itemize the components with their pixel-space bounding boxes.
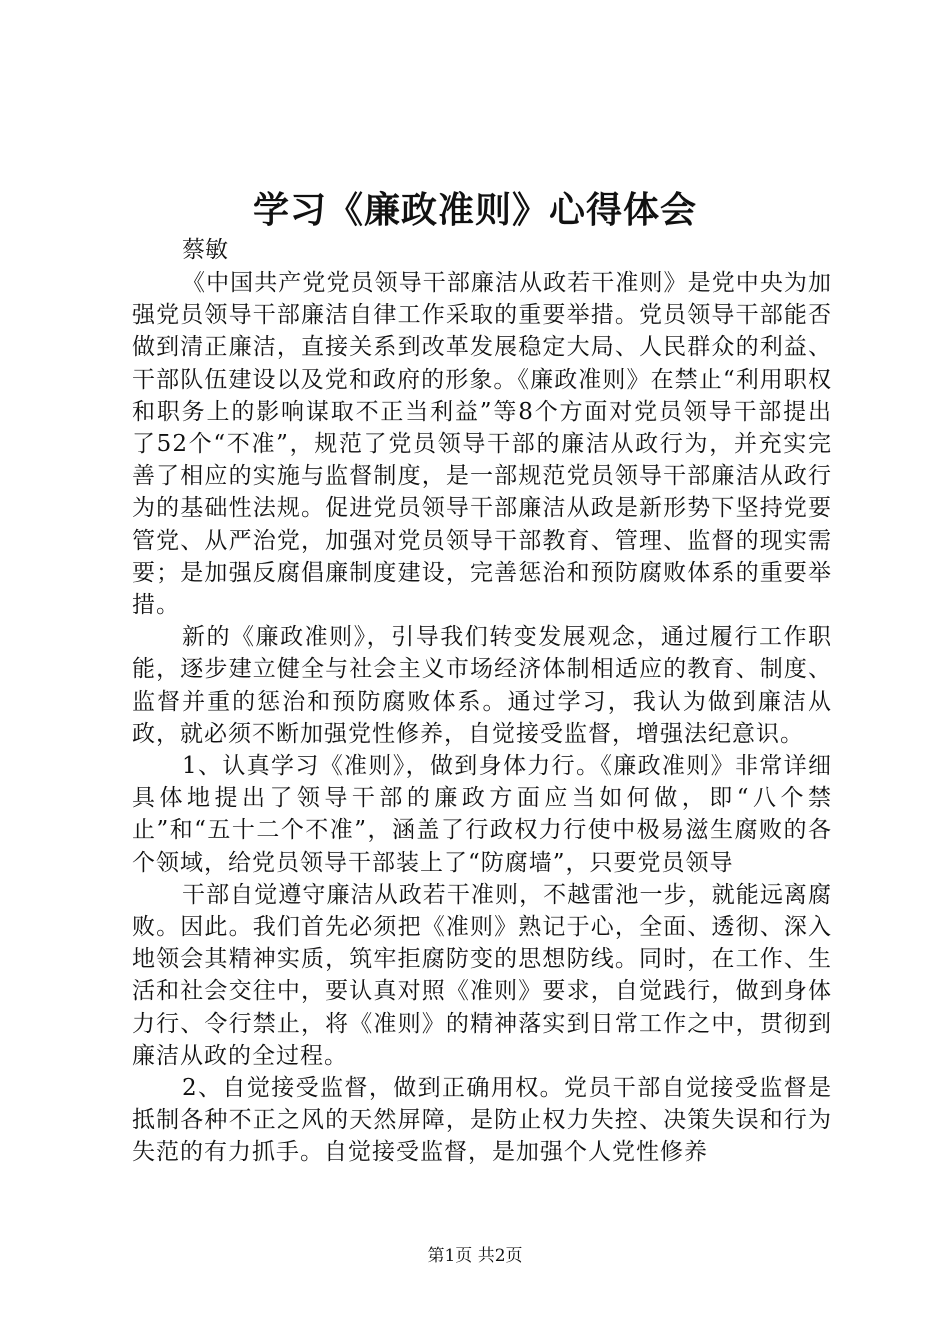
paragraph: 干部自觉遵守廉洁从政若干准则，不越雷池一步，就能远离腐败。因此。我们首先必须把《准则》熟记于心，全面、透彻、深入地领会其精神实质，筑牢拒腐防变的思想防线。同时，在工作、生活和社会交往中，要认真对照《准则》要求，自觉践行，做到身体力行、令行禁止，将《准则》的精神落实到日常工作之中，贯彻到廉洁从政的全过程。 [132,881,832,1069]
paragraph: 2、自觉接受监督，做到正确用权。党员干部自觉接受监督是抵制各种不正之风的天然屏障，是防止权力失控、决策失误和行为失范的有力抓手。自觉接受监督，是加强个人党性修养 [132,1075,832,1166]
paragraph: 《中国共产党党员领导干部廉洁从政若干准则》是党中央为加强党员领导干部廉洁自律工作采取的重要举措。党员领导干部能否做到清正廉洁，直接关系到改革发展稳定大局、人民群众的利益、干部队伍建设以及党和政府的形象。《廉政准则》在禁止“利用职权和职务上的影响谋取不正当利益”等8个方面对党员领导干部提出了52个“不准”，规范了党员领导干部的廉洁从政行为，并充实完善了相应的实施与监督制度，是一部规范党员领导干部廉洁从政行为的基础性法规。促进党员领导干部廉洁从政是新形势下坚持党要管党、从严治党，加强对党员领导干部教育、管理、监督的现实需要；是加强反腐倡廉制度建设，完善惩治和预防腐败体系的重要举措。 [132,270,832,619]
page-number-footer: 第1页 共2页 [427,1246,523,1266]
paragraph: 新的《廉政准则》，引导我们转变发展观念，通过履行工作职能，逐步建立健全与社会主义市场经济体制相适应的教育、制度、监督并重的惩治和预防腐败体系。通过学习，我认为做到廉洁从政，就必须不断加强党性修养，自觉接受监督，增强法纪意识。 [132,624,832,747]
paragraph: 1、认真学习《准则》，做到身体力行。《廉政准则》非常详细具体地提出了领导干部的廉政方面应当如何做，即“八个禁止”和“五十二个不准”，涵盖了行政权力行使中极易滋生腐败的各个领域，给党员领导干部装上了“防腐墙”，只要党员领导 [132,753,832,876]
document-body [132,267,832,1169]
document-title: 学习《廉政准则》心得体会 [252,189,697,231]
author-name: 蔡敏 [182,237,228,263]
